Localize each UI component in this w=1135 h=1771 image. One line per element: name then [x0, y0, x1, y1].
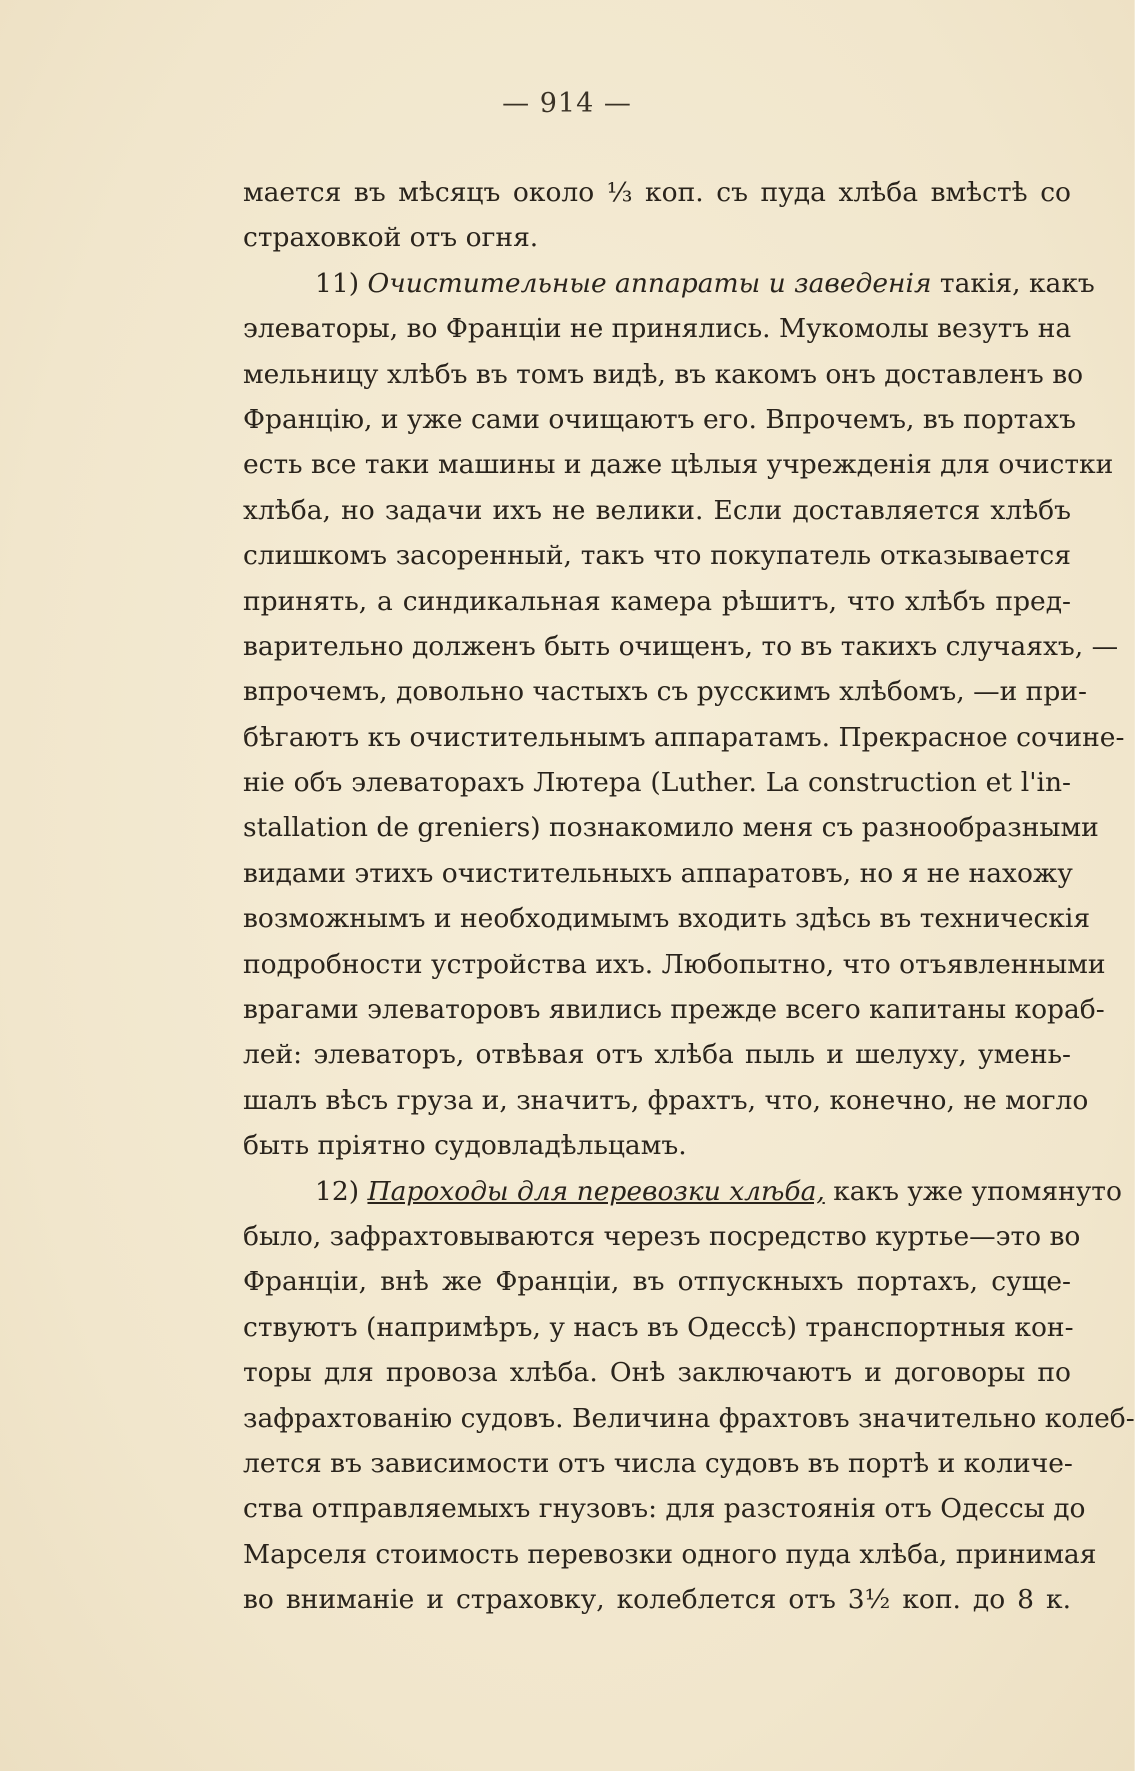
text-line: видами этихъ очистительныхъ аппаратовъ, но я не нахожу [243, 857, 1073, 889]
text-line: ніе объ элеваторахъ Лютера (Luther. La construction et l'in- [243, 767, 1071, 799]
text-line: ства отправляемыхъ гнузовъ: для разстоянія отъ Одессы до [243, 1493, 1086, 1525]
text-line: лется въ зависимости отъ числа судовъ въ портѣ и количе- [243, 1447, 1073, 1479]
text-line: мельницу хлѣбъ въ томъ видѣ, въ какомъ онъ доставленъ во [243, 358, 1084, 390]
section-heading-italic: Пароходы для перевозки хлѣба, [367, 1175, 825, 1207]
text-line: слишкомъ засоренный, такъ что покупатель отказывается [243, 540, 1071, 572]
text-line [243, 1169, 1122, 1214]
text-line: возможнымъ и необходимымъ входить здѣсь въ техническія [243, 903, 1091, 935]
text-line: впрочемъ, довольно частыхъ съ русскимъ хлѣбомъ, —и при- [243, 676, 1087, 708]
text-line: мается въ мѣсяцъ около ⅓ коп. съ пуда хлѣба вмѣстѣ со [243, 177, 1071, 208]
text-line: зафрахтованію судовъ. Величина фрахтовъ значительно колеб- [243, 1402, 1135, 1434]
text-line: лей: элеваторъ, отвѣвая отъ хлѣба пыль и шелуху, умень- [243, 1039, 1071, 1071]
paragraph-number: 12) [315, 1175, 368, 1207]
text-line: элеваторы, во Франціи не принялись. Мукомолы везутъ на [243, 313, 1072, 345]
text-line: быть пріятно судовладѣльцамъ. [243, 1130, 687, 1162]
text-line: Марселя стоимость перевозки одного пуда хлѣба, принимая [243, 1538, 1097, 1570]
text-line: принять, а синдикальная камера рѣшитъ, что хлѣбъ пред- [243, 585, 1071, 617]
body-text [243, 170, 1135, 1623]
line-continuation: какъ уже упомянуто [824, 1175, 1122, 1207]
text-line: хлѣба, но задачи ихъ не велики. Если доставляется хлѣбъ [243, 494, 1071, 526]
text-line: Францію, и уже сами очищаютъ его. Впрочемъ, въ портахъ [243, 403, 1076, 435]
text-line: варительно долженъ быть очищенъ, то въ такихъ случаяхъ, — [243, 630, 1119, 662]
page-number: — 914 — [502, 88, 632, 119]
section-heading-italic: Очистительные аппараты и заведенія [367, 267, 932, 299]
text-line: страховкой отъ огня. [243, 222, 539, 254]
text-line: врагами элеваторовъ явились прежде всего капитаны кораб- [243, 994, 1105, 1026]
text-line: бѣгаютъ къ очистительнымъ аппаратамъ. Прекрасное сочине- [243, 721, 1125, 753]
text-line: stallation de greniers) познакомило меня съ разнообразными [243, 812, 1099, 844]
line-continuation: такія, какъ [931, 267, 1095, 299]
text-line: подробности устройства ихъ. Любопытно, что отъявленными [243, 948, 1106, 980]
paragraph-number: 11) [315, 267, 368, 299]
text-line: шалъ вѣсъ груза и, значитъ, фрахтъ, что, конечно, не могло [243, 1084, 1089, 1116]
text-line: во вниманіе и страховку, колеблется отъ 3½ коп. до 8 к. [243, 1584, 1071, 1616]
text-line: торы для провоза хлѣба. Онѣ заключаютъ и договоры по [243, 1357, 1071, 1389]
text-line [243, 261, 1095, 306]
text-line: ствуютъ (напримѣръ, у насъ въ Одессѣ) транспортныя кон- [243, 1311, 1074, 1343]
text-line: Франціи, внѣ же Франціи, въ отпускныхъ портахъ, суще- [243, 1266, 1071, 1298]
text-line: есть все таки машины и даже цѣлыя учрежденія для очистки [243, 449, 1114, 481]
text-line: было, зафрахтовываются черезъ посредство куртье—это во [243, 1220, 1081, 1252]
